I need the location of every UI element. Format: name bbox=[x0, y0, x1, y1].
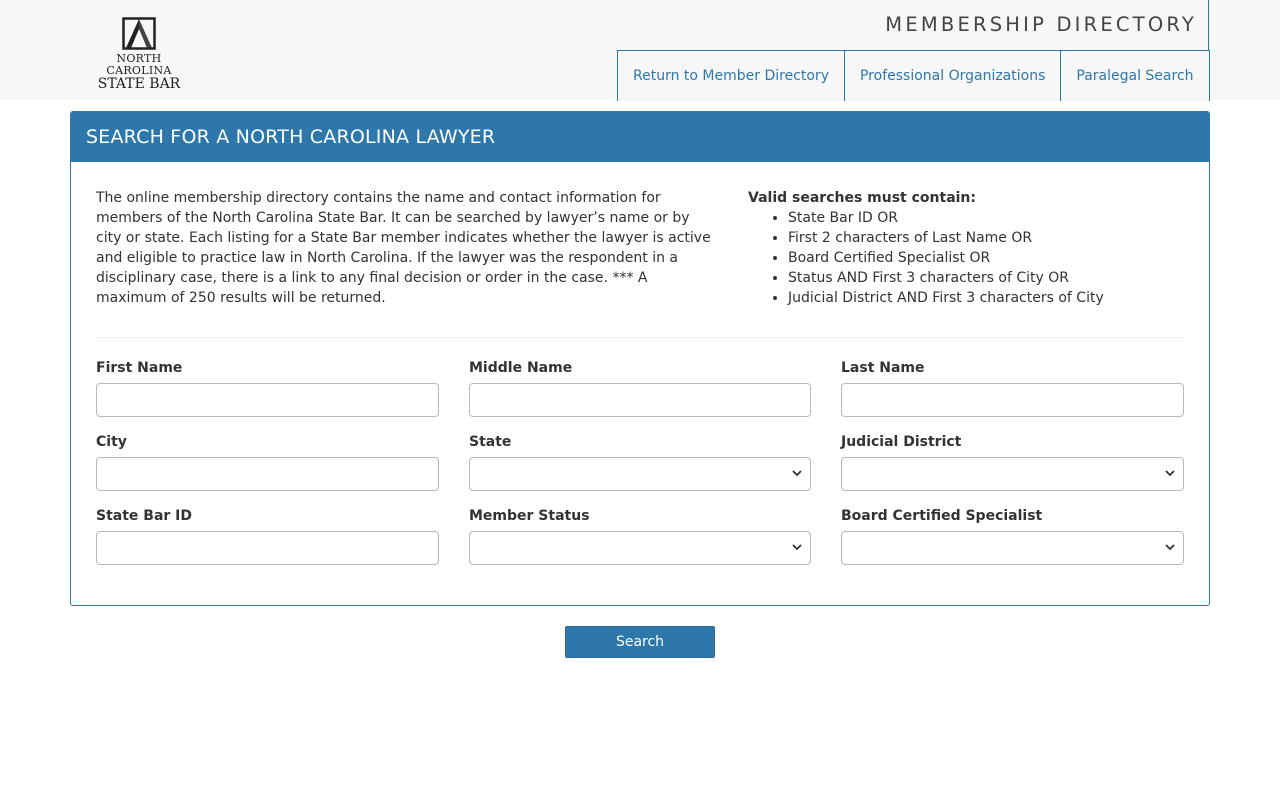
header-divider bbox=[1208, 0, 1209, 51]
member-status-select[interactable] bbox=[469, 531, 811, 565]
state-select[interactable] bbox=[469, 457, 811, 491]
list-item: • State Bar ID OR bbox=[788, 208, 1188, 228]
middle-name-label: Middle Name bbox=[469, 360, 573, 376]
city-label: City bbox=[96, 434, 127, 450]
list-item: • Judicial District AND First 3 characters of City bbox=[788, 288, 1188, 308]
first-name-label: First Name bbox=[96, 360, 183, 376]
logo-text-line2: STATE BAR bbox=[97, 76, 181, 92]
last-name-field bbox=[841, 359, 1184, 433]
judicial-district-select[interactable] bbox=[841, 457, 1184, 491]
valid-searches-title: Valid searches must contain: bbox=[748, 190, 976, 206]
chevron-down-icon bbox=[1164, 467, 1176, 479]
state-field bbox=[469, 433, 811, 507]
judicial-district-label: Judicial District bbox=[841, 434, 962, 450]
section-divider bbox=[96, 337, 1184, 338]
board-certified-specialist-select[interactable] bbox=[841, 531, 1184, 565]
state-bar-id-input[interactable] bbox=[96, 531, 439, 565]
top-nav bbox=[617, 50, 1210, 101]
list-item: • Status AND First 3 characters of City OR bbox=[788, 268, 1188, 288]
list-item: • Board Certified Specialist OR bbox=[788, 248, 1188, 268]
state-label: State bbox=[469, 434, 512, 450]
card-title: SEARCH FOR A NORTH CAROLINA LAWYER bbox=[71, 112, 1209, 162]
chevron-down-icon bbox=[791, 541, 803, 553]
nav-professional-organizations[interactable]: Professional Organizations bbox=[845, 50, 1061, 101]
intro-text: The online membership directory contains the name and contact information for members of the North Carolina State Bar. It can be searched by lawyer’s name or by city or state. Each listing for a State Bar member indicates whether the lawyer is active and eligible to practice law in North Carolina. If the lawyer was the respondent in a disciplinary case, there is a link to any final decision or order in the case. *** A maximum of 250 results will be returned. bbox=[96, 190, 711, 306]
first-name-field bbox=[96, 359, 439, 433]
valid-searches-list bbox=[748, 208, 1188, 308]
site-title: MEMBERSHIP DIRECTORY bbox=[885, 13, 1197, 36]
state-bar-id-label: State Bar ID bbox=[96, 508, 193, 524]
board-certified-specialist-select-box[interactable] bbox=[841, 531, 1184, 565]
city-input[interactable] bbox=[96, 457, 439, 491]
search-card bbox=[70, 111, 1210, 606]
board-certified-specialist-label: Board Certified Specialist bbox=[841, 508, 1043, 524]
nav-paralegal-search[interactable]: Paralegal Search bbox=[1061, 50, 1209, 101]
search-form bbox=[96, 359, 1184, 581]
valid-searches bbox=[748, 188, 1188, 308]
last-name-label: Last Name bbox=[841, 360, 925, 376]
city-field bbox=[96, 433, 439, 507]
search-button[interactable]: Search bbox=[565, 626, 715, 658]
list-item: • First 2 characters of Last Name OR bbox=[788, 228, 1188, 248]
first-name-input[interactable] bbox=[96, 383, 439, 417]
state-bar-logo-icon bbox=[122, 17, 156, 50]
middle-name-input[interactable] bbox=[469, 383, 811, 417]
state-bar-id-field bbox=[96, 507, 439, 581]
chevron-down-icon bbox=[1164, 541, 1176, 553]
site-header bbox=[0, 0, 1280, 100]
state-select-box[interactable] bbox=[469, 457, 811, 491]
member-status-select-box[interactable] bbox=[469, 531, 811, 565]
judicial-district-select-box[interactable] bbox=[841, 457, 1184, 491]
member-status-field bbox=[469, 507, 811, 581]
middle-name-field bbox=[469, 359, 811, 433]
chevron-down-icon bbox=[791, 467, 803, 479]
board-certified-specialist-field bbox=[841, 507, 1184, 581]
nav-return-to-member-directory[interactable]: Return to Member Directory bbox=[617, 50, 845, 101]
last-name-input[interactable] bbox=[841, 383, 1184, 417]
member-status-label: Member Status bbox=[469, 508, 590, 524]
judicial-district-field bbox=[841, 433, 1184, 507]
logo-text-line1: NORTH CAROLINA bbox=[106, 52, 172, 77]
state-bar-logo[interactable] bbox=[84, 17, 194, 92]
